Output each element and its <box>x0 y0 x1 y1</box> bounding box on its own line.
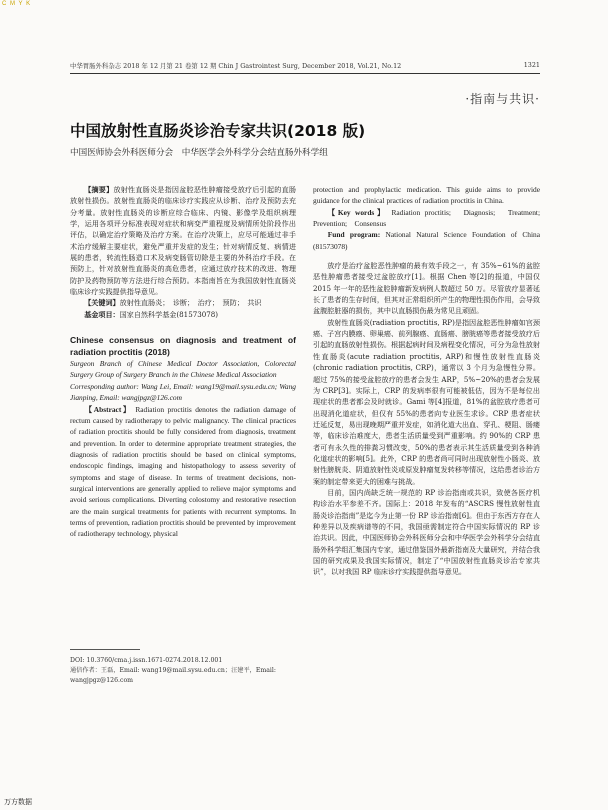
cmyk-marker: C M Y K <box>2 1 32 7</box>
article-title: 中国放射性直肠炎诊治专家共识(2018 版) <box>70 122 366 140</box>
abstract-en-continued: protection and prophylactic medication. This guide aims to provide guidance for the clinical practices of radiation proctitis in China. <box>313 185 540 206</box>
english-title: Chinese consensus on diagnosis and treatment of radiation proctitis (2018) <box>70 335 296 358</box>
keywords-en-text: Radiation proctitis; Diagnosis; Treatment; Prevention; Consensus <box>313 207 548 229</box>
header-rule <box>70 73 540 74</box>
journal-header: 中华胃肠外科杂志 2018 年 12 月第 21 卷第 12 期 Chin J Gastrointest Surg, December 2018, Vol.21, No.12 <box>70 62 402 70</box>
fund-en <box>313 229 540 252</box>
keywords-en <box>313 207 548 230</box>
abstract-en <box>70 404 296 540</box>
abstract-en-text-left: Radiation proctitis denotes the radiation damage of rectum caused by radiotherapy to pelvic malignancy. The clinical practices of radiation proctitis should be fully considered from diagnosis, treatment and prevention. In order to determine appropriate treatment strategies, the diagnosis of radiation proctitis should be based on clinical symptoms, endoscopic findings, imaging and histopathology to assess severity of symptoms and stage of disease. In terms of treatment decisions, non-surgical interventions are generally applied to relieve major symptoms and avoid serious complications. Diverting colostomy and restorative resection are the main surgical treatments for patients with recurrent symptoms. In terms of prevention, radiation proctitis should be prevented by improvement of radiotherapy technology, physical <box>70 404 296 539</box>
abstract-cn-label: 【摘要】 <box>84 185 114 194</box>
corresponding-author: Corresponding author: Wang Lei, Email: wang19@mail.sysu.edu.cn; Wang Jianping, Email: wangjpgz@126.com <box>70 381 296 403</box>
fund-cn <box>70 309 296 320</box>
fund-en-text: National Natural Science Foundation of China (81573078) <box>313 230 541 251</box>
fund-cn-text: 国家自然科学基金(81573078) <box>119 309 219 319</box>
english-authors: Surgeon Branch of Chinese Medical Doctor Association, Colorectal Surgery Group of Surgery Branch in the Chinese Medical Association <box>70 359 296 380</box>
footnote <box>70 656 296 686</box>
wanfang-watermark: 万方数据 <box>4 799 32 806</box>
body-paragraph-2: 放射性直肠炎(radiation proctitis, RP)是指因盆腔恶性肿瘤如宫颈癌、子宫内膜癌、卵巢癌、前列腺癌、直肠癌、膀胱癌等患者接受放疗后引起的直肠放射性损伤。根据起病时间及病程变化情况，可分为急性放射性直肠炎(acute radiation proctitis, ARP)和慢性放射性直肠炎(chronic radiation proctitis, CRP)，通常以 3 个月为急慢性分界。超过 75%的接受盆腔放疗的患者会发生 ARP，5%~20%的患者会发展为 CRP[3]。实际上，CRP 的发病率很有可能被低估，因为不是每位出现症状的患者都会及时就诊。Gami 等[4]报道，81%的盆腔放疗患者可出现消化道症状，但仅有 55%的患者向专业医生求诊。CRP 患者症状迁延反复，易出现晚期严重并发症，如消化道大出血、穿孔、梗阻、肠瘘等，临床诊治难度大，患者生活质量受到严重影响。约 90%的 CRP 患者可有永久性的排粪习惯改变，50%的患者表示其生活质量受到各种消化道症状的影响[5]。此外，CRP 的患者尚可同时出现放射性小肠炎、放射性膀胱炎、阴道放射性炎或原发肿瘤复发转移等情况，这给患者诊治方案的制定带来更大的困难与挑战。 <box>313 317 540 486</box>
body-paragraph-3: 目前，国内尚缺乏统一规范的 RP 诊治指南或共识，致使各医疗机构诊治水平参差不齐。国际上：2018 年发布的“ASCRS 慢性放射性直肠炎诊治指南”是迄今为止第一份 RP 诊治指南[6]。但由于东西方存在人种差异以及疾病谱等的不同，我国亟需制定符合中国实际情况的 RP 诊治共识。因此，中国医师协会外科医师分会和中华医学会外科学分会结直肠外科学组汇集国内专家，通过借鉴国外最新指南及大量研究，并结合我国的研究成果及我国实际情况，制定了“中国放射性直肠炎诊治专家共识”，以对我国 RP 临床诊疗实践提供指导意见。 <box>313 487 540 577</box>
abstract-cn-text: 放射性直肠炎是指因盆腔恶性肿瘤接受放疗后引起的直肠放射性损伤。放射性直肠炎的临床诊疗实践应从诊断、治疗及预防去充分考量。放射性直肠炎的诊断应综合临床、内镜、影像学及组织病理学，运用各项评分标准表现对症状和病变严重程度及病情所处阶段作出评估，以确定治疗策略及治疗方案。在治疗决策上，应尽可能通过非手术治疗缓解主要症状，避免严重并发症的发生；针对病情反复、病情进展的患者，转流性肠造口术及病变肠管切除是主要的外科治疗手段。在预防上，针对放射性直肠炎的高危患者，应通过放疗技术的改进、物理防护及药物预防等方法进行综合预防。本指南旨在为我国放射性直肠炎临床诊疗实践提供指导意见。 <box>70 185 297 297</box>
running-header <box>70 61 540 70</box>
right-column <box>313 184 548 578</box>
keywords-cn-text: 放射性直肠炎； 诊断； 治疗； 预防； 共识 <box>119 298 262 308</box>
corresponding-email-line: 通信作者：王磊，Email: wang19@mail.sysu.edu.cn；汪建平，Email: wangjpgz@126.com <box>70 667 276 684</box>
page-number: 1321 <box>523 61 540 69</box>
abstract-cn <box>70 184 296 297</box>
keywords-cn-label: 【关键词】 <box>84 298 120 308</box>
keywords-en-label: 【Key words】 <box>327 207 387 217</box>
section-label: ·指南与共识· <box>465 92 540 106</box>
body-paragraph-1: 放疗是治疗盆腔恶性肿瘤的最有效手段之一，有 35%~61%的盆腔恶性肿瘤患者接受过盆腔放疗[1]。根据 Chen 等[2]的报道，中国仅 2015 年一年的恶性盆腔肿瘤新发病例人数超过 50 万。尽管放疗显著延长了患者的生存时间，但其对正常组织所产生的物理性损伤作用，会导致盆腹腔脏器的损伤，其中以直肠损伤最为常见且顽固。 <box>313 261 540 316</box>
doi-line: DOI: 10.3760/cma.j.issn.1671-0274.2018.12.001 <box>70 657 223 664</box>
fund-cn-label: 基金项目： <box>84 309 120 319</box>
keywords-cn <box>70 297 296 308</box>
article-authors: 中国医师协会外科医师分会 中华医学会外科学分会结直肠外科学组 <box>70 148 328 158</box>
abstract-en-label: 【Abstract】 <box>84 404 132 414</box>
fund-en-label: Fund program: <box>327 230 381 240</box>
left-column <box>70 184 296 540</box>
footnote-rule <box>70 649 140 650</box>
